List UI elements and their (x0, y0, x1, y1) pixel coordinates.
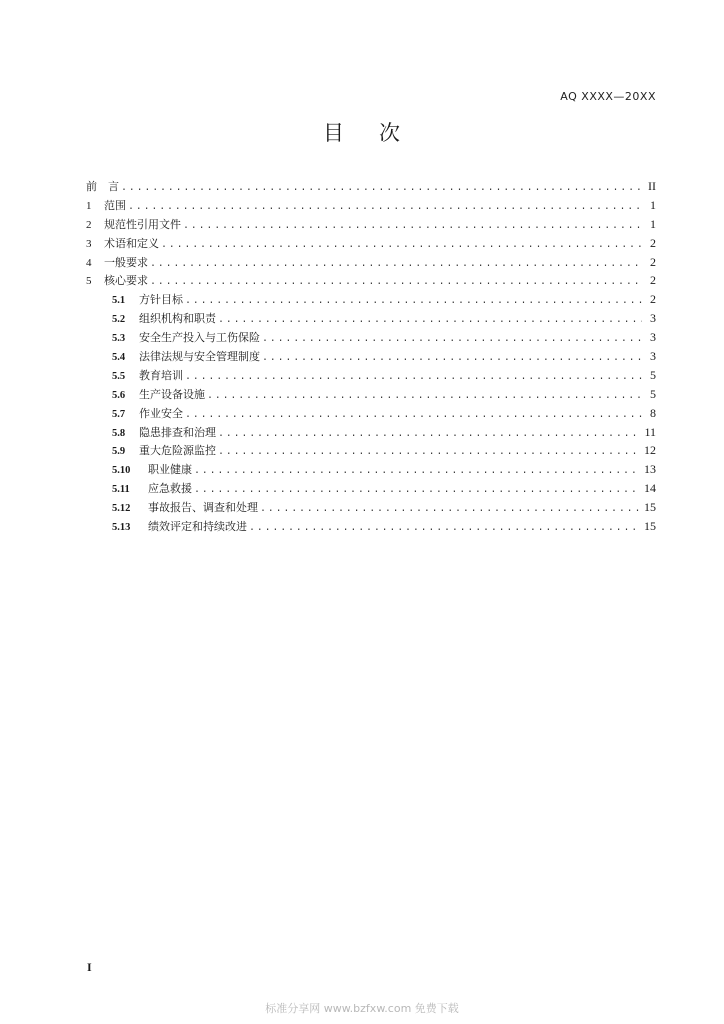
toc-entry-5[interactable] (86, 271, 656, 290)
toc-entry-5-7[interactable] (86, 404, 656, 423)
page-number: I (87, 960, 92, 974)
toc-entry-page: 13 (644, 462, 656, 477)
table-of-contents (86, 177, 656, 536)
dot-leader (128, 199, 642, 218)
toc-entry-page: 15 (644, 519, 656, 534)
toc-entry-number: 5.11 (112, 484, 130, 496)
dot-leader (150, 256, 642, 275)
toc-entry-5-8[interactable] (86, 423, 656, 442)
dot-leader (218, 312, 642, 331)
toc-title-part2: 次 (379, 121, 401, 145)
toc-entry-5-3[interactable] (86, 328, 656, 347)
toc-entry-label: 前 言 (86, 180, 119, 193)
toc-entry-page: 3 (650, 349, 656, 364)
toc-entry-label: 方针目标 (139, 293, 183, 307)
toc-entry-number: 1 (86, 199, 92, 212)
toc-entry-number: 4 (86, 256, 92, 269)
toc-entry-label: 重大危险源监控 (139, 444, 216, 458)
toc-entry-5-11[interactable] (86, 479, 656, 498)
toc-entry-page: 5 (650, 386, 656, 401)
dot-leader (262, 350, 642, 369)
dot-leader (161, 237, 642, 256)
toc-entry-5-9[interactable] (86, 441, 656, 460)
dot-leader (218, 426, 640, 445)
toc-entry-page: 1 (650, 216, 656, 231)
toc-entry-page: 2 (650, 235, 656, 250)
toc-entry-number: 5.4 (112, 352, 126, 364)
toc-entry-page: 2 (650, 254, 656, 269)
dot-leader (185, 369, 642, 388)
toc-entry-label: 事故报告、调查和处理 (148, 501, 258, 515)
toc-entry-number: 5.3 (112, 333, 126, 345)
toc-entry-number: 2 (86, 218, 92, 231)
dot-leader (183, 218, 642, 237)
toc-entry-label: 隐患排查和治理 (139, 425, 216, 439)
toc-entry-number: 5.7 (112, 408, 126, 420)
toc-entry-label: 作业安全 (139, 406, 183, 420)
toc-entry-number: 5.8 (112, 427, 126, 439)
toc-entry-label: 法律法规与安全管理制度 (139, 350, 260, 364)
toc-entry-label: 一般要求 (104, 255, 148, 269)
toc-entry-5-12[interactable] (86, 498, 656, 517)
dot-leader (194, 463, 640, 482)
dot-leader (260, 501, 640, 520)
toc-entry-page: 12 (644, 443, 656, 458)
toc-entry-4[interactable] (86, 253, 656, 272)
toc-entry-number: 5.2 (112, 314, 126, 326)
toc-entry-5-4[interactable] (86, 347, 656, 366)
toc-entry-number: 5.13 (112, 522, 131, 534)
toc-entry-label: 术语和定义 (104, 236, 159, 250)
toc-entry-label: 应急救援 (148, 482, 192, 496)
toc-entry-page: 3 (650, 311, 656, 326)
toc-entry-5-13[interactable] (86, 517, 656, 536)
toc-entry-label: 规范性引用文件 (104, 217, 181, 231)
toc-entry-number: 5.5 (112, 370, 126, 382)
toc-entry-number: 5.10 (112, 465, 131, 477)
toc-entry-2[interactable] (86, 215, 656, 234)
dot-leader (218, 444, 640, 463)
dot-leader (207, 388, 642, 407)
document-code: AQ XXXX—20XX (560, 90, 656, 103)
dot-leader (121, 180, 642, 199)
toc-entry-3[interactable] (86, 234, 656, 253)
toc-entry-number: 5 (86, 275, 92, 288)
dot-leader (185, 407, 642, 426)
toc-title (0, 117, 724, 147)
toc-entry-5-6[interactable] (86, 385, 656, 404)
dot-leader (194, 482, 640, 501)
toc-entry-page: 2 (650, 292, 656, 307)
toc-entry-page: 3 (650, 330, 656, 345)
toc-entry-5-10[interactable] (86, 460, 656, 479)
toc-entry-number: 5.9 (112, 446, 126, 458)
toc-entry-foreword[interactable] (86, 177, 656, 196)
toc-entry-page: 5 (650, 367, 656, 382)
dot-leader (185, 293, 642, 312)
toc-entry-page: II (648, 179, 656, 193)
toc-entry-label: 生产设备设施 (139, 387, 205, 401)
toc-entry-page: 11 (644, 424, 656, 439)
toc-entry-label: 教育培训 (139, 368, 183, 382)
toc-entry-5-5[interactable] (86, 366, 656, 385)
toc-entry-page: 1 (650, 197, 656, 212)
toc-entry-page: 14 (644, 481, 656, 496)
toc-entry-page: 8 (650, 405, 656, 420)
toc-entry-page: 15 (644, 500, 656, 515)
toc-title-part1: 目 (323, 121, 345, 145)
toc-entry-number: 5.6 (112, 389, 126, 401)
toc-entry-number: 5.1 (112, 295, 126, 307)
toc-entry-number: 5.12 (112, 503, 131, 515)
toc-entry-5-1[interactable] (86, 290, 656, 309)
toc-entry-5-2[interactable] (86, 309, 656, 328)
toc-entry-number: 3 (86, 237, 92, 250)
toc-entry-label: 安全生产投入与工伤保险 (139, 331, 260, 345)
toc-entry-label: 核心要求 (104, 274, 148, 288)
dot-leader (249, 520, 640, 539)
toc-entry-label: 组织机构和职责 (139, 312, 216, 326)
dot-leader (150, 274, 642, 293)
toc-entry-label: 职业健康 (148, 463, 192, 477)
dot-leader (262, 331, 642, 350)
toc-entry-label: 绩效评定和持续改进 (148, 520, 247, 534)
toc-entry-label: 范围 (104, 198, 126, 212)
watermark: 标准分享网 www.bzfxw.com 免费下载 (265, 1002, 459, 1015)
toc-entry-page: 2 (650, 273, 656, 288)
toc-entry-1[interactable] (86, 196, 656, 215)
